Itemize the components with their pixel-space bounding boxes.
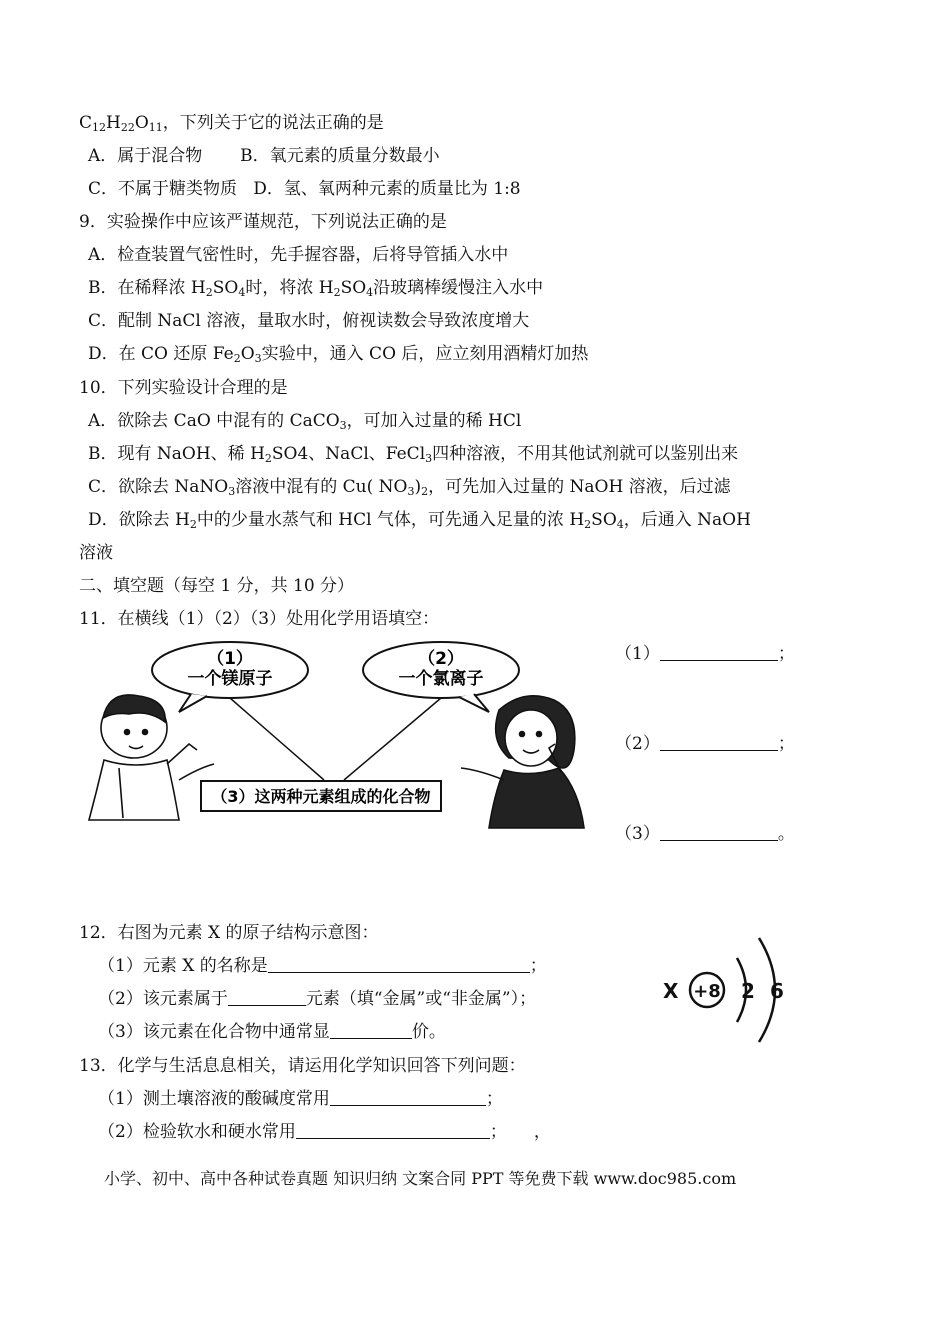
q10-option-d-wrap: 溶液 — [79, 543, 113, 563]
nucleus-charge: +8 — [693, 981, 721, 1002]
q9-option-d: D．在 CO 还原 $Fe_2O_3$实验中，通入 CO 后，应立刻用酒精灯加热 — [88, 344, 589, 365]
q11-stem: 11．在横线（1）（2）（3）处用化学用语填空： — [79, 609, 440, 629]
q10-option-c: C．欲除去 NaNO$_3$溶液中混有的 Cu( $NO_3)_2$，可先加入过量的 NaOH 溶液，后过滤 — [88, 477, 731, 498]
q11-cartoon-illustration — [79, 640, 599, 830]
shell2-electrons: 6 — [770, 979, 784, 1003]
speech-bubble-1 — [152, 642, 308, 712]
q13-stem: 13．化学与生活息息相关，请运用化学知识回答下列问题： — [79, 1056, 526, 1076]
girl-figure-icon — [461, 696, 584, 828]
q9-option-c: C．配制 NaCl 溶液，量取水时，俯视读数会导致浓度增大 — [88, 311, 530, 331]
q9-option-b: B．在稀释浓 $H_2SO_4$时，将浓 $H_2SO_4$沿玻璃棒缓慢注入水中 — [88, 278, 544, 299]
q8-stem: $C_{12}H_{22}O_{11}$，下列关于它的说法正确的是 — [79, 113, 384, 134]
q10-option-b: B．现有 NaOH、稀 $H_2SO4$、NaCl、FeCl$_3$四种溶液，不用其他试剂就可以鉴别出来 — [88, 444, 739, 465]
q13-part-2: （2）检验软水和硬水常用 ； ， — [98, 1122, 551, 1142]
bubble1-number: （1） — [207, 649, 253, 669]
bubble2-number: （2） — [418, 649, 464, 669]
q9-stem: 9．实验操作中应该严谨规范，下列说法正确的是 — [79, 212, 447, 232]
q12-stem: 12．右图为元素 X 的原子结构示意图： — [79, 923, 379, 943]
section-heading: 二、填空题（每空 1 分，共 10 分） — [79, 576, 355, 596]
compound-box — [201, 781, 441, 811]
q11-blank-1[interactable] — [660, 643, 778, 661]
q11-blank-2[interactable] — [660, 733, 778, 751]
speech-bubble-2 — [363, 642, 519, 712]
q12-blank-1[interactable] — [268, 955, 530, 973]
q8-options-ab: A．属于混合物 B．氧元素的质量分数最小 — [88, 146, 440, 166]
compound-box-text: （3）这两种元素组成的化合物 — [211, 787, 431, 806]
q12-blank-2[interactable] — [228, 988, 306, 1006]
q12-blank-3[interactable] — [330, 1021, 412, 1039]
atom-symbol: X — [663, 979, 679, 1003]
q10-option-d: D．欲除去 $H_2$中的少量水蒸气和 HCl 气体，可先通入足量的浓 $H_2SO_4$，后通入 NaOH — [88, 510, 751, 531]
q11-answer-2: （2） ； — [615, 734, 795, 754]
page-footer: 小学、初中、高中各种试卷真题 知识归纳 文案合同 PPT 等免费下载 www.doc985.com — [104, 1169, 737, 1188]
q13-blank-1[interactable] — [330, 1088, 486, 1106]
q10-stem: 10．下列实验设计合理的是 — [79, 378, 288, 398]
q12-part-1: （1）元素 X 的名称是 ； — [98, 956, 547, 976]
q13-part-1: （1）测土壤溶液的酸碱度常用 ； — [98, 1089, 503, 1109]
q11-answer-3: （3） 。 — [615, 824, 795, 844]
q11-blank-3[interactable] — [660, 823, 778, 841]
q11-answer-1: （1） ； — [615, 644, 795, 664]
q13-blank-2[interactable] — [296, 1121, 490, 1139]
q12-part-3: （3）该元素在化合物中通常显 价。 — [98, 1022, 446, 1042]
q9-option-a: A．检查装置气密性时，先手握容器，后将导管插入水中 — [88, 245, 509, 265]
bubble1-text: 一个镁原子 — [187, 669, 273, 689]
boy-figure-icon — [89, 695, 214, 820]
bubble2-text: 一个氯离子 — [398, 669, 484, 689]
q12-part-2: （2）该元素属于 元素（填“金属”或“非金属”）； — [98, 989, 537, 1009]
shell1-electrons: 2 — [741, 979, 755, 1003]
q8-options-cd: C．不属于糖类物质 D．氢、氧两种元素的质量比为 1:8 — [88, 179, 521, 199]
q10-option-a: A．欲除去 CaO 中混有的 CaCO$_3$，可加入过量的稀 HCl — [88, 411, 522, 432]
atom-structure-diagram — [655, 930, 785, 1050]
